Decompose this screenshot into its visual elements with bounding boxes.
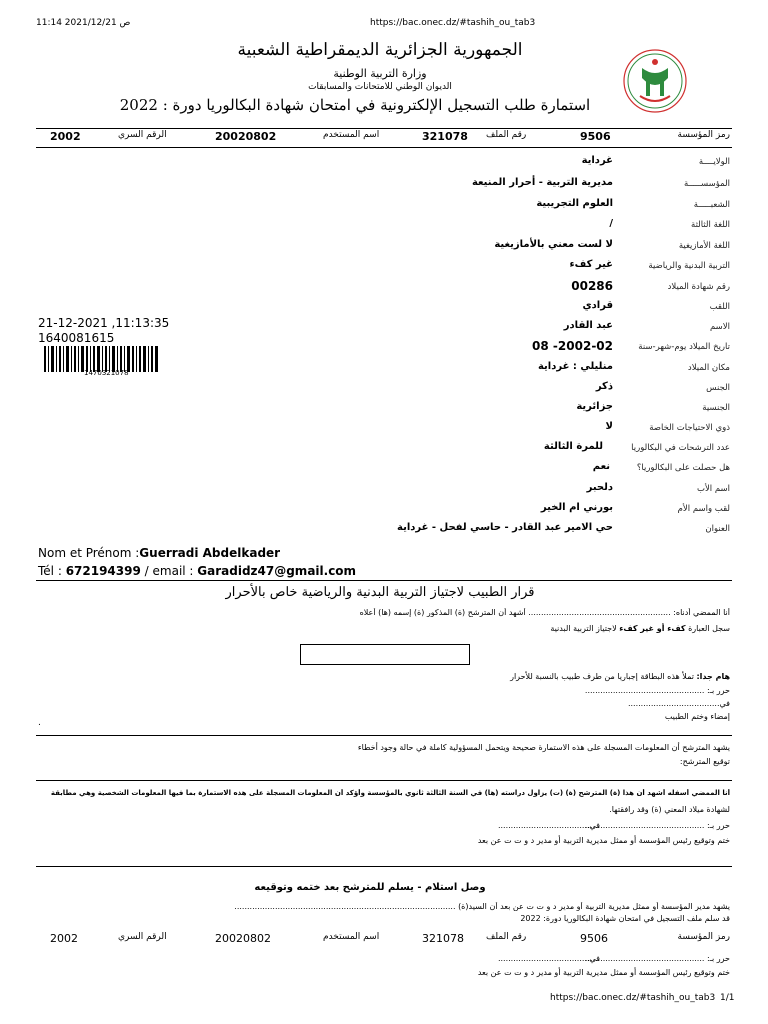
director-signature: ختم وتوقيع رئيس المؤسسة أو ممثل مديرية التربية أو مدير د و ت ت عن بعد	[477, 836, 730, 845]
field-value: لا لست معني بالأمازيغية	[494, 239, 613, 250]
form-title: استمارة طلب التسجيل الإلكترونية في امتحان شهادة البكالوريا دورة : 2022	[119, 96, 591, 114]
field-label: عدد الترشحات في البكالوريا	[631, 443, 730, 453]
medical-decision-box[interactable]	[300, 644, 470, 665]
receipt-inst-code: 9506	[580, 932, 608, 945]
divider	[36, 780, 732, 781]
footer-url: https://bac.onec.dz/#tashih_ou_tab3	[550, 993, 716, 1003]
onec-logo	[622, 48, 688, 114]
field-value: حي الامير عبد القادر - حاسي لفحل - غرداية	[397, 522, 613, 533]
field-value: /	[609, 218, 613, 229]
medical-line2-pre: سجل العبارة	[685, 624, 730, 633]
field-label: هل حصلت على البكالوريا؟	[636, 463, 730, 473]
field-label: التربية البدنية والرياضية	[648, 261, 730, 271]
field-label: مكان الميلاد	[687, 363, 730, 373]
field-label: ذوي الاحتياجات الخاصة	[649, 423, 730, 433]
divider	[36, 735, 732, 736]
medical-line1: أنا الممضي أدناه: ........................................................ أشهد أن المترشح (ة) المذكور (ة) إسمه (ها) أعلاه	[359, 608, 730, 617]
file-no: 321078	[422, 130, 468, 143]
field-label: الشعبـــــة	[693, 200, 730, 210]
secret-number: 2002	[50, 130, 81, 143]
divider	[36, 147, 732, 148]
candidate-name: Guerradi Abdelkader	[139, 546, 281, 560]
medical-note-bold: هام جدا:	[696, 672, 730, 681]
field-label: اللغة الأمازيغية	[678, 241, 730, 251]
field-label: اللقب	[709, 302, 730, 312]
inst-code: 9506	[580, 130, 611, 143]
page-number: 1/1	[720, 993, 735, 1003]
candidate-declaration: يشهد المترشح أن المعلومات المسجلة على هذه الاستمارة صحيحة ويتحمل المسؤولية كاملة في حالة وجود أخطاء	[357, 743, 730, 752]
receipt-secret: 2002	[50, 932, 78, 945]
field-label: اسم الأب	[696, 484, 730, 494]
medical-on: في....................................	[627, 699, 730, 708]
field-value: لا	[605, 421, 613, 432]
file-no-label: رقم الملف	[486, 130, 527, 140]
field-label: الاسم	[710, 322, 730, 332]
receipt-file-label: رقم الملف	[486, 932, 527, 942]
field-value: نعم	[592, 461, 610, 472]
tel-label: Tél :	[38, 564, 66, 578]
receipt-line2: قد سلم ملف التسجيل في امتحان شهادة البكالوريا دورة: 2022	[520, 914, 730, 923]
field-value: 00286	[571, 279, 613, 293]
contact-line	[38, 564, 356, 578]
director-on: في....................................	[497, 821, 600, 830]
email: Garadidz47@gmail.com	[197, 564, 357, 578]
field-label: لقب واسم الأم	[677, 504, 730, 514]
receipt-on: في....................................	[497, 954, 600, 963]
field-value: غير كفء	[569, 259, 613, 270]
secret-label: الرقم السري	[118, 130, 167, 140]
field-label: الجنس	[706, 383, 730, 393]
receipt-line1: يشهد مدير المؤسسة أو ممثل مديرية التربية أو مدير د و ت ت عن بعد أن السيد(ة) .......................................................................................	[234, 902, 730, 911]
divider	[36, 866, 732, 867]
username: 20020802	[215, 130, 277, 143]
field-value: قرادي	[582, 300, 613, 311]
print-datetime: 11:14 2021/12/21 ص	[36, 18, 131, 28]
field-label: رقم شهادة الميلاد	[667, 282, 730, 292]
ministry-name: وزارة التربية الوطنية	[333, 67, 427, 80]
field-label: اللغة الثالثة	[691, 220, 730, 230]
receipt-user-label: اسم المستخدم	[323, 932, 380, 942]
medical-note-text: تملأ هذه البطاقة إجباريا من طرف طبيب بالنسبة للأحرار	[510, 672, 697, 681]
field-value: دلحبر	[586, 482, 613, 493]
field-value: منليلي : غرداية	[537, 361, 613, 372]
medical-line2-post: لاجتياز التربية البدنية	[550, 624, 620, 633]
director-written: حرر بـ: ...............................................	[584, 821, 730, 830]
barcode-number: 1470321078	[84, 369, 129, 377]
inst-code-label: رمز المؤسسة	[677, 130, 730, 140]
republic-title: الجمهورية الجزائرية الديمقراطية الشعبية	[237, 40, 523, 60]
field-label: تاريخ الميلاد يوم-شهر-سنة	[638, 342, 730, 352]
medical-signature: إمضاء وختم الطبيب	[664, 712, 730, 721]
receipt-secret-label: الرقم السري	[118, 932, 167, 942]
receipt-inst-label: رمز المؤسسة	[677, 932, 730, 942]
print-url: https://bac.onec.dz/#tashih_ou_tab3	[370, 18, 536, 28]
office-name: الديوان الوطني للامتحانات والمسابقات	[308, 82, 452, 92]
medical-line2-bold: كفء أو غير كفء	[619, 624, 686, 633]
receipt-file-no: 321078	[422, 932, 464, 945]
receipt-title: وصل استلام - يسلم للمترشح بعد ختمه وتوقيعه	[254, 882, 486, 893]
field-value: ذكر	[595, 381, 613, 392]
director-declaration: أنا الممضي أسفله أشهد أن هذا (ة) المترشح (ة) (ت) يزاول دراسته (ها) في السنة الثالثة ثانوي بالمؤسسة وأؤكد أن المعلومات المسجلة على هذه الاستمارة بما فيها المعلومات الشخصية وهي مطابقة	[50, 789, 730, 797]
field-value: العلوم التجريبية	[536, 198, 613, 209]
field-label: الولايــــة	[698, 157, 730, 167]
field-value: عبد القادر	[563, 320, 613, 331]
field-label: العنوان	[705, 524, 730, 534]
candidate-signature: توقيع المترشح:	[679, 757, 730, 766]
name-label: Nom et Prénom :	[38, 546, 140, 560]
receipt-written: حرر بـ: ...............................................	[584, 954, 730, 963]
medical-written: حرر بـ: ...............................................	[584, 686, 730, 695]
receipt-user-id: 20020802	[215, 932, 271, 945]
receipt-signature: ختم وتوقيع رئيس المؤسسة أو ممثل مديرية التربية أو مدير د و ت ت عن بعد	[477, 968, 730, 977]
username-label: اسم المستخدم	[323, 130, 380, 140]
receipt-id-row	[0, 932, 768, 948]
divider	[36, 128, 732, 129]
divider	[36, 580, 732, 581]
director-declaration-2: لشهادة ميلاد المعني (ة) وقد رافقتها.	[609, 805, 730, 814]
dot-mark: .	[38, 718, 41, 728]
medical-note	[510, 672, 730, 681]
field-value: مديرية التربية - أحرار المنيعة	[471, 177, 613, 188]
medical-title: قرار الطبيب لاجتياز التربية البدنية والرياضية خاص بالأحرار	[225, 585, 535, 600]
field-value: بورني ام الخير	[540, 502, 613, 513]
tel: 672194399	[65, 564, 141, 578]
field-value: غرداية	[581, 155, 613, 166]
registration-datetime: 21-12-2021 ,11:13:35	[38, 316, 170, 330]
id-row	[0, 130, 768, 146]
field-label: الجنسية	[702, 403, 730, 413]
registration-code: 1640081615	[38, 331, 115, 345]
field-label: المؤسســـــة	[684, 179, 730, 189]
field-value: 2002-02- 08	[532, 339, 613, 353]
email-label: / email :	[140, 564, 198, 578]
candidate-name-line	[38, 546, 280, 560]
field-value: للمرة الثالثة	[543, 441, 603, 452]
field-value: جزائرية	[576, 401, 613, 412]
medical-line2	[550, 624, 730, 633]
